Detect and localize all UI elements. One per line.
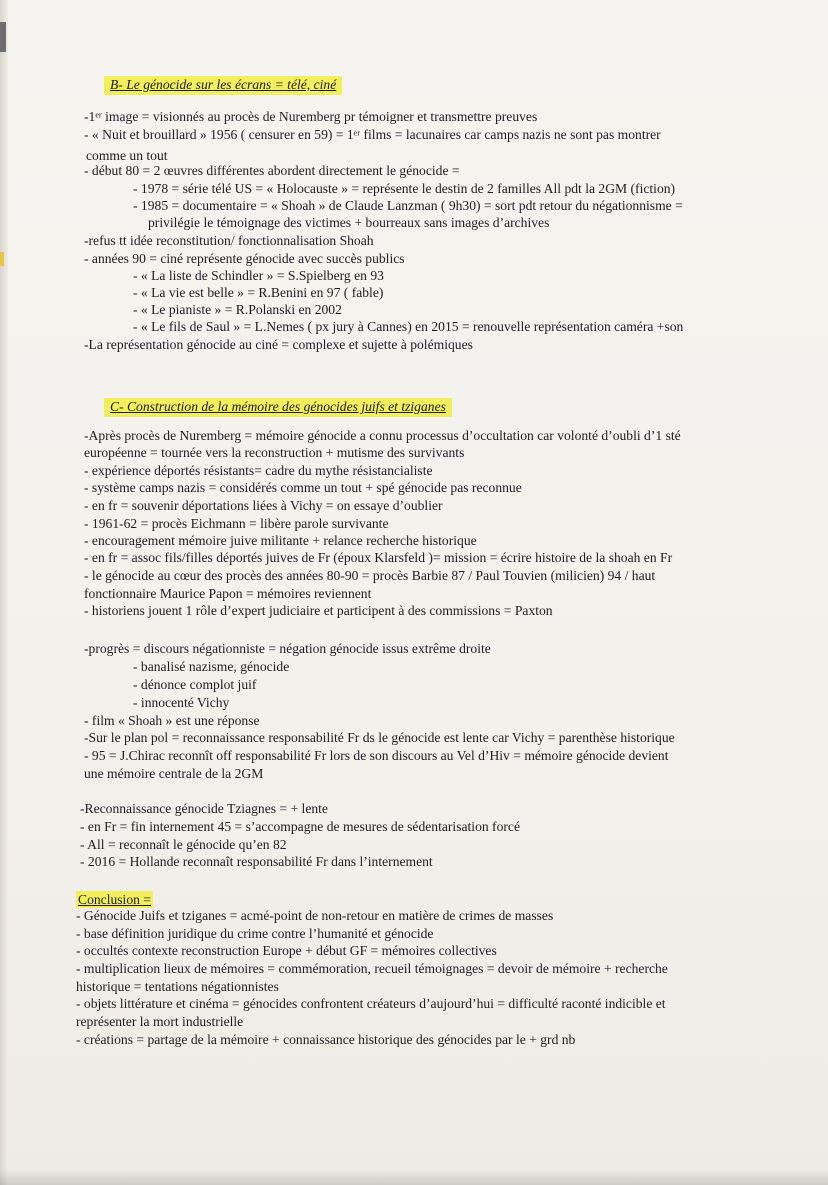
note-line: - innocenté Vichy [133,695,230,710]
note-line: - le génocide au cœur des procès des années 80-90 = procès Barbie 87 / Paul Touvien (milicien) 94 / haut [84,568,656,583]
note-line: européenne = tournée vers la reconstruction + mutisme des survivants [84,445,465,460]
note-line: - 95 = J.Chirac reconnît off responsabilité Fr lors de son discours au Vel d’Hiv = mémoire génocide devient [84,748,669,763]
note-line: - « Nuit et brouillard » 1956 ( censurer en 59) = 1ᵉʳ films = lacunaires car camps nazis ne sont pas montrer [84,127,661,142]
note-line: - créations = partage de la mémoire + connaissance historique des génocides par le + grd nb [76,1032,576,1047]
note-line: - Génocide Juifs et tziganes = acmé-point de non-retour en matière de crimes de masses [76,908,554,923]
note-line: - 1985 = documentaire = « Shoah » de Claude Lanzman ( 9h30) = sort pdt retour du négationnisme = [133,198,683,213]
note-line: - encouragement mémoire juive militante + relance recherche historique [84,533,477,548]
note-line: - expérience déportés résistants= cadre du mythe résistancialiste [84,463,433,478]
note-line: -Sur le plan pol = reconnaissance responsabilité Fr ds le génocide est lente car Vichy = parenthèse historique [84,730,675,745]
note-line: -La représentation génocide au ciné = complexe et sujette à polémiques [84,337,473,352]
note-line: - début 80 = 2 œuvres différentes abordent directement le génocide = [84,163,460,178]
note-line: -Reconnaissance génocide Tziagnes = + lente [80,801,328,816]
note-line: - en fr = souvenir déportations liées à Vichy = on essaye d’oublier [84,498,443,513]
note-line: une mémoire centrale de la 2GM [84,766,264,781]
note-line: historique = tentations négationnistes [76,979,279,994]
note-line: - en Fr = fin internement 45 = s’accompagne de mesures de sédentarisation forcé [80,819,520,834]
note-line: -progrès = discours négationniste = négation génocide issus extrême droite [84,641,491,656]
note-line: - années 90 = ciné représente génocide avec succès publics [84,251,405,266]
note-line: comme un tout [86,148,168,163]
note-line: - 1978 = série télé US = « Holocauste » = représente le destin de 2 familles All pdt la 2GM (fiction) [133,181,676,196]
note-line: privilégie le témoignage des victimes + bourreaux sans images d’archives [148,215,550,230]
note-line: - base définition juridique du crime contre l’humanité et génocide [76,926,434,941]
note-line: - objets littérature et cinéma = génocides confrontent créateurs d’aujourd’hui = difficulté raconté indicible et [76,996,666,1011]
conclusion-heading: Conclusion = [78,892,151,907]
note-line: fonctionnaire Maurice Papon = mémoires reviennent [84,586,372,601]
note-line: - dénonce complot juif [133,677,257,692]
page-left-edge [0,0,8,1185]
note-line: - banalisé nazisme, génocide [133,659,290,674]
note-line: -Après procès de Nuremberg = mémoire génocide a connu processus d’occultation car volonté d’oubli d’1 sté [84,428,681,443]
note-line: représenter la mort industrielle [76,1014,244,1029]
note-line: -1ᵉʳ image = visionnés au procès de Nuremberg pr témoigner et transmettre preuves [84,109,538,124]
section-c-heading: C- Construction de la mémoire des génocides juifs et tziganes [104,398,452,417]
binder-mark-yellow [0,252,4,266]
note-line: - multiplication lieux de mémoires = commémoration, recueil témoignages = devoir de mémoire + recherche [76,961,668,976]
note-line: - « La liste de Schindler » = S.Spielberg en 93 [133,268,384,283]
note-line: - système camps nazis = considérés comme un tout + spé génocide pas reconnue [84,480,522,495]
note-line: - en fr = assoc fils/filles déportés juives de Fr (époux Klarsfeld )= mission = écrire histoire de la shoah en Fr [84,550,673,565]
note-line: - 2016 = Hollande reconnaît responsabilité Fr dans l’internement [80,854,433,869]
note-line: - « La vie est belle » = R.Benini en 97 ( fable) [133,285,384,300]
page-bottom-shadow [0,1169,828,1185]
binder-mark [0,22,6,52]
note-line: -refus tt idée reconstitution/ fonctionnalisation Shoah [84,233,374,248]
note-line: - occultés contexte reconstruction Europe + début GF = mémoires collectives [76,943,497,958]
note-line: - « Le fils de Saul » = L.Nemes ( px jury à Cannes) en 2015 = renouvelle représentation caméra +son [133,319,684,334]
note-line: - All = reconnaît le génocide qu’en 82 [80,837,287,852]
note-line: - « Le pianiste » = R.Polanski en 2002 [133,302,342,317]
section-b-heading: B- Le génocide sur les écrans = télé, ciné [104,76,342,95]
note-line: - film « Shoah » est une réponse [84,713,260,728]
note-line: - historiens jouent 1 rôle d’expert judiciaire et participent à des commissions = Paxton [84,603,553,618]
note-line: - 1961-62 = procès Eichmann = libère parole survivante [84,516,389,531]
